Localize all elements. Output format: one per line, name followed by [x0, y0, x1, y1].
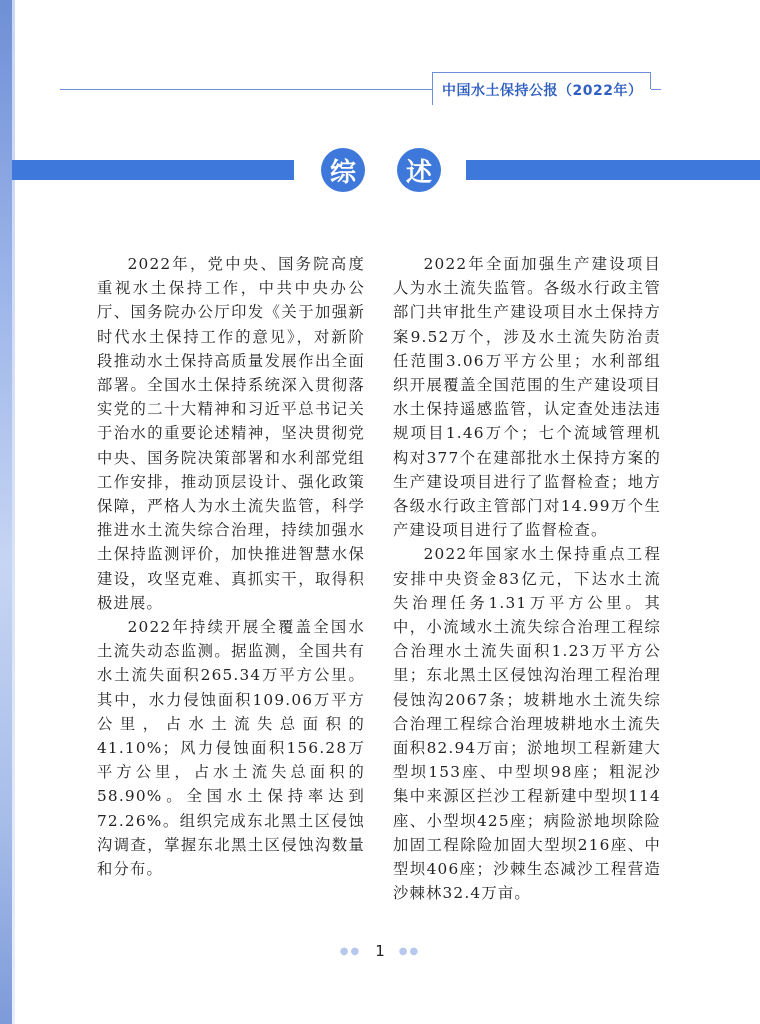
paragraph: 2022年，党中央、国务院高度重视水土保持工作，中共中央办公厅、国务院办公厅印发《关于加强新时代水土保持工作的意见》，对新阶段推动水土保持高质量发展作出全面部署。全国水土保持系统深入贯彻落实党的二十大精神和习近平总书记关于治水的重要论述精神，坚决贯彻党中央、国务院决策部署和水利部党组工作安排，推动顶层设计、强化政策保障，严格人为水土流失监管，科学推进水土流失综合治理，持续加强水土保持监测评价，加快推进智慧水保建设，攻坚克难、真抓实干，取得积极进展。 — [97, 255, 365, 612]
paragraph: 2022年国家水土保持重点工程安排中央资金83亿元，下达水土流失治理任务1.31万平方公里。其中，小流域水土流失综合治理工程综合治理水土流失面积1.23万平方公里；东北黑土区侵蚀沟治理工程治理侵蚀沟2067条；坡耕地水土流失综合治理工程综合治理坡耕地水土流失面积82.94万亩；淤地坝工程新建大型坝153座、中型坝98座；粗泥沙集中来源区拦沙工程新建中型坝114座、小型坝425座；病险淤地坝除险加固工程除险加固大型坝216座、中型坝406座；沙棘生态减沙工程营造沙棘林32.4万亩。 — [393, 545, 661, 903]
header-rule — [60, 89, 432, 90]
section-band-right — [466, 160, 760, 180]
decorative-side-strip — [0, 0, 12, 1024]
paragraph: 2022年全面加强生产建设项目人为水土流失监管。各级水行政主管部门共审批生产建设项目水土保持方案9.52万个，涉及水土流失防治责任范围3.06万平方公里；水利部组织开展覆盖全国范围的生产建设项目水土保持遥感监管，认定查处违法违规项目1.46万个；七个流域管理机构对377个在建部批水土保持方案的生产建设项目进行了监督检查；地方各级水行政主管部门对14.99万个生产建设项目进行了监督检查。 — [393, 255, 661, 540]
report-title: 中国水土保持公报（2022年） — [442, 83, 643, 99]
paragraph: 2022年持续开展全覆盖全国水土流失动态监测。据监测，全国共有水土流失面积265.34万平方公里。其中，水力侵蚀面积109.06万平方公里，占水土流失总面积的41.10%；风力侵蚀面积156.28万平方公里，占水土流失总面积的58.90%。全国水土保持率达到72.26%。组织完成东北黑土区侵蚀沟调查，掌握东北黑土区侵蚀沟数量和分布。 — [97, 618, 365, 879]
section-band-left — [12, 160, 294, 180]
section-title-char-2: 述 — [397, 148, 441, 192]
text-column-left — [97, 252, 365, 881]
page-footer — [0, 942, 760, 960]
section-title-char-1: 综 — [321, 148, 365, 192]
footer-dots-right: ●● — [398, 946, 421, 957]
text-column-right — [393, 252, 661, 905]
page-number: 1 — [375, 942, 385, 960]
footer-dots-left: ●● — [339, 946, 362, 957]
